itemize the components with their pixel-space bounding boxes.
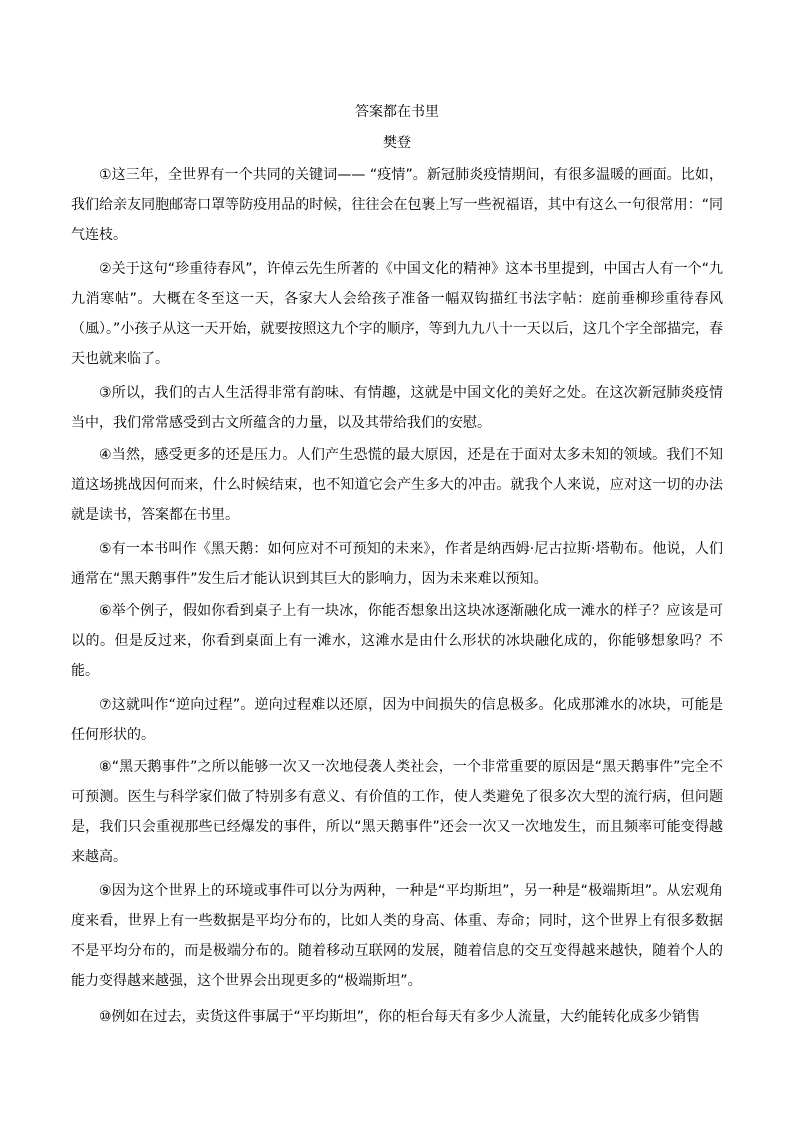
paragraph-6: ⑥举个例子，假如你看到桌子上有一块冰，你能否想象出这块冰逐渐融化成一滩水的样子？应该是可以的。但是反过来，你看到桌面上有一滩水，这滩水是由什么形状的冰块融化成的，你能够想象吗？不能。 xyxy=(71,603,723,679)
paragraph-2: ②关于这句“珍重待春风”，许倬云先生所著的《中国文化的精神》这本书里提到，中国古人有一个“九九消寒帖”。大概在冬至这一天，各家大人会给孩子准备一幅双钩描红书法字帖：庭前垂柳珍重待春风（風）。”小孩子从这一天开始，就要按照这九个字的顺序，等到九九八十一天以后，这几个字全部描完，春天也就来临了。 xyxy=(71,261,723,367)
paragraph-8: ⑧“黑天鹅事件”之所以能够一次又一次地侵袭人类社会，一个非常重要的原因是“黑天鹅事件”完全不可预测。医生与科学家们做了特别多有意义、有价值的工作，使人类避免了很多次大型的流行病，但问题是，我们只会重视那些已经爆发的事件，所以“黑天鹅事件”还会一次又一次地发生，而且频率可能变得越来越高。 xyxy=(71,759,723,865)
article-author: 樊登 xyxy=(383,135,411,151)
paragraph-1: ①这三年，全世界有一个共同的关键词—— “疫情”。新冠肺炎疫情期间，有很多温暖的画面。比如，我们给亲友同胞邮寄口罩等防疫用品的时候，往往会在包裹上写一些祝福语，其中有这么一句很常用：“同气连枝。 xyxy=(71,167,723,243)
article-title: 答案都在书里 xyxy=(355,104,439,120)
paragraph-3: ③所以，我们的古人生活得非常有韵味、有情趣，这就是中国文化的美好之处。在这次新冠肺炎疫情当中，我们常常感受到古文所蕴含的力量，以及其带给我们的安慰。 xyxy=(71,385,723,431)
paragraph-9: ⑨因为这个世界上的环境或事件可以分为两种，一种是“平均斯坦”，另一种是“极端斯坦”。从宏观角度来看，世界上有一些数据是平均分布的，比如人类的身高、体重、寿命；同时，这个世界上有很多数据不是平均分布的，而是极端分布的。随着移动互联网的发展，随着信息的交互变得越来越快，随着个人的能力变得越来越强，这个世界会出现更多的“极端斯坦”。 xyxy=(71,883,723,989)
paragraph-10: ⑩例如在过去，卖货这件事属于“平均斯坦”，你的柜台每天有多少人流量，大约能转化成多少销售 xyxy=(99,1009,701,1025)
paragraph-4: ④当然，感受更多的还是压力。人们产生恐慌的最大原因，还是在于面对太多未知的领域。我们不知道这场挑战因何而来，什么时候结束，也不知道它会产生多大的冲击。就我个人来说，应对这一切的办法就是读书，答案都在书里。 xyxy=(71,447,723,523)
paragraph-5: ⑤有一本书叫作《黑天鹅：如何应对不可预知的未来》，作者是纳西姆·尼古拉斯·塔勒布。他说，人们通常在“黑天鹅事件”发生后才能认识到其巨大的影响力，因为未来难以预知。 xyxy=(71,541,723,587)
paragraph-7: ⑦这就叫作“逆向过程”。逆向过程难以还原，因为中间损失的信息极多。化成那滩水的冰块，可能是任何形状的。 xyxy=(71,697,723,743)
